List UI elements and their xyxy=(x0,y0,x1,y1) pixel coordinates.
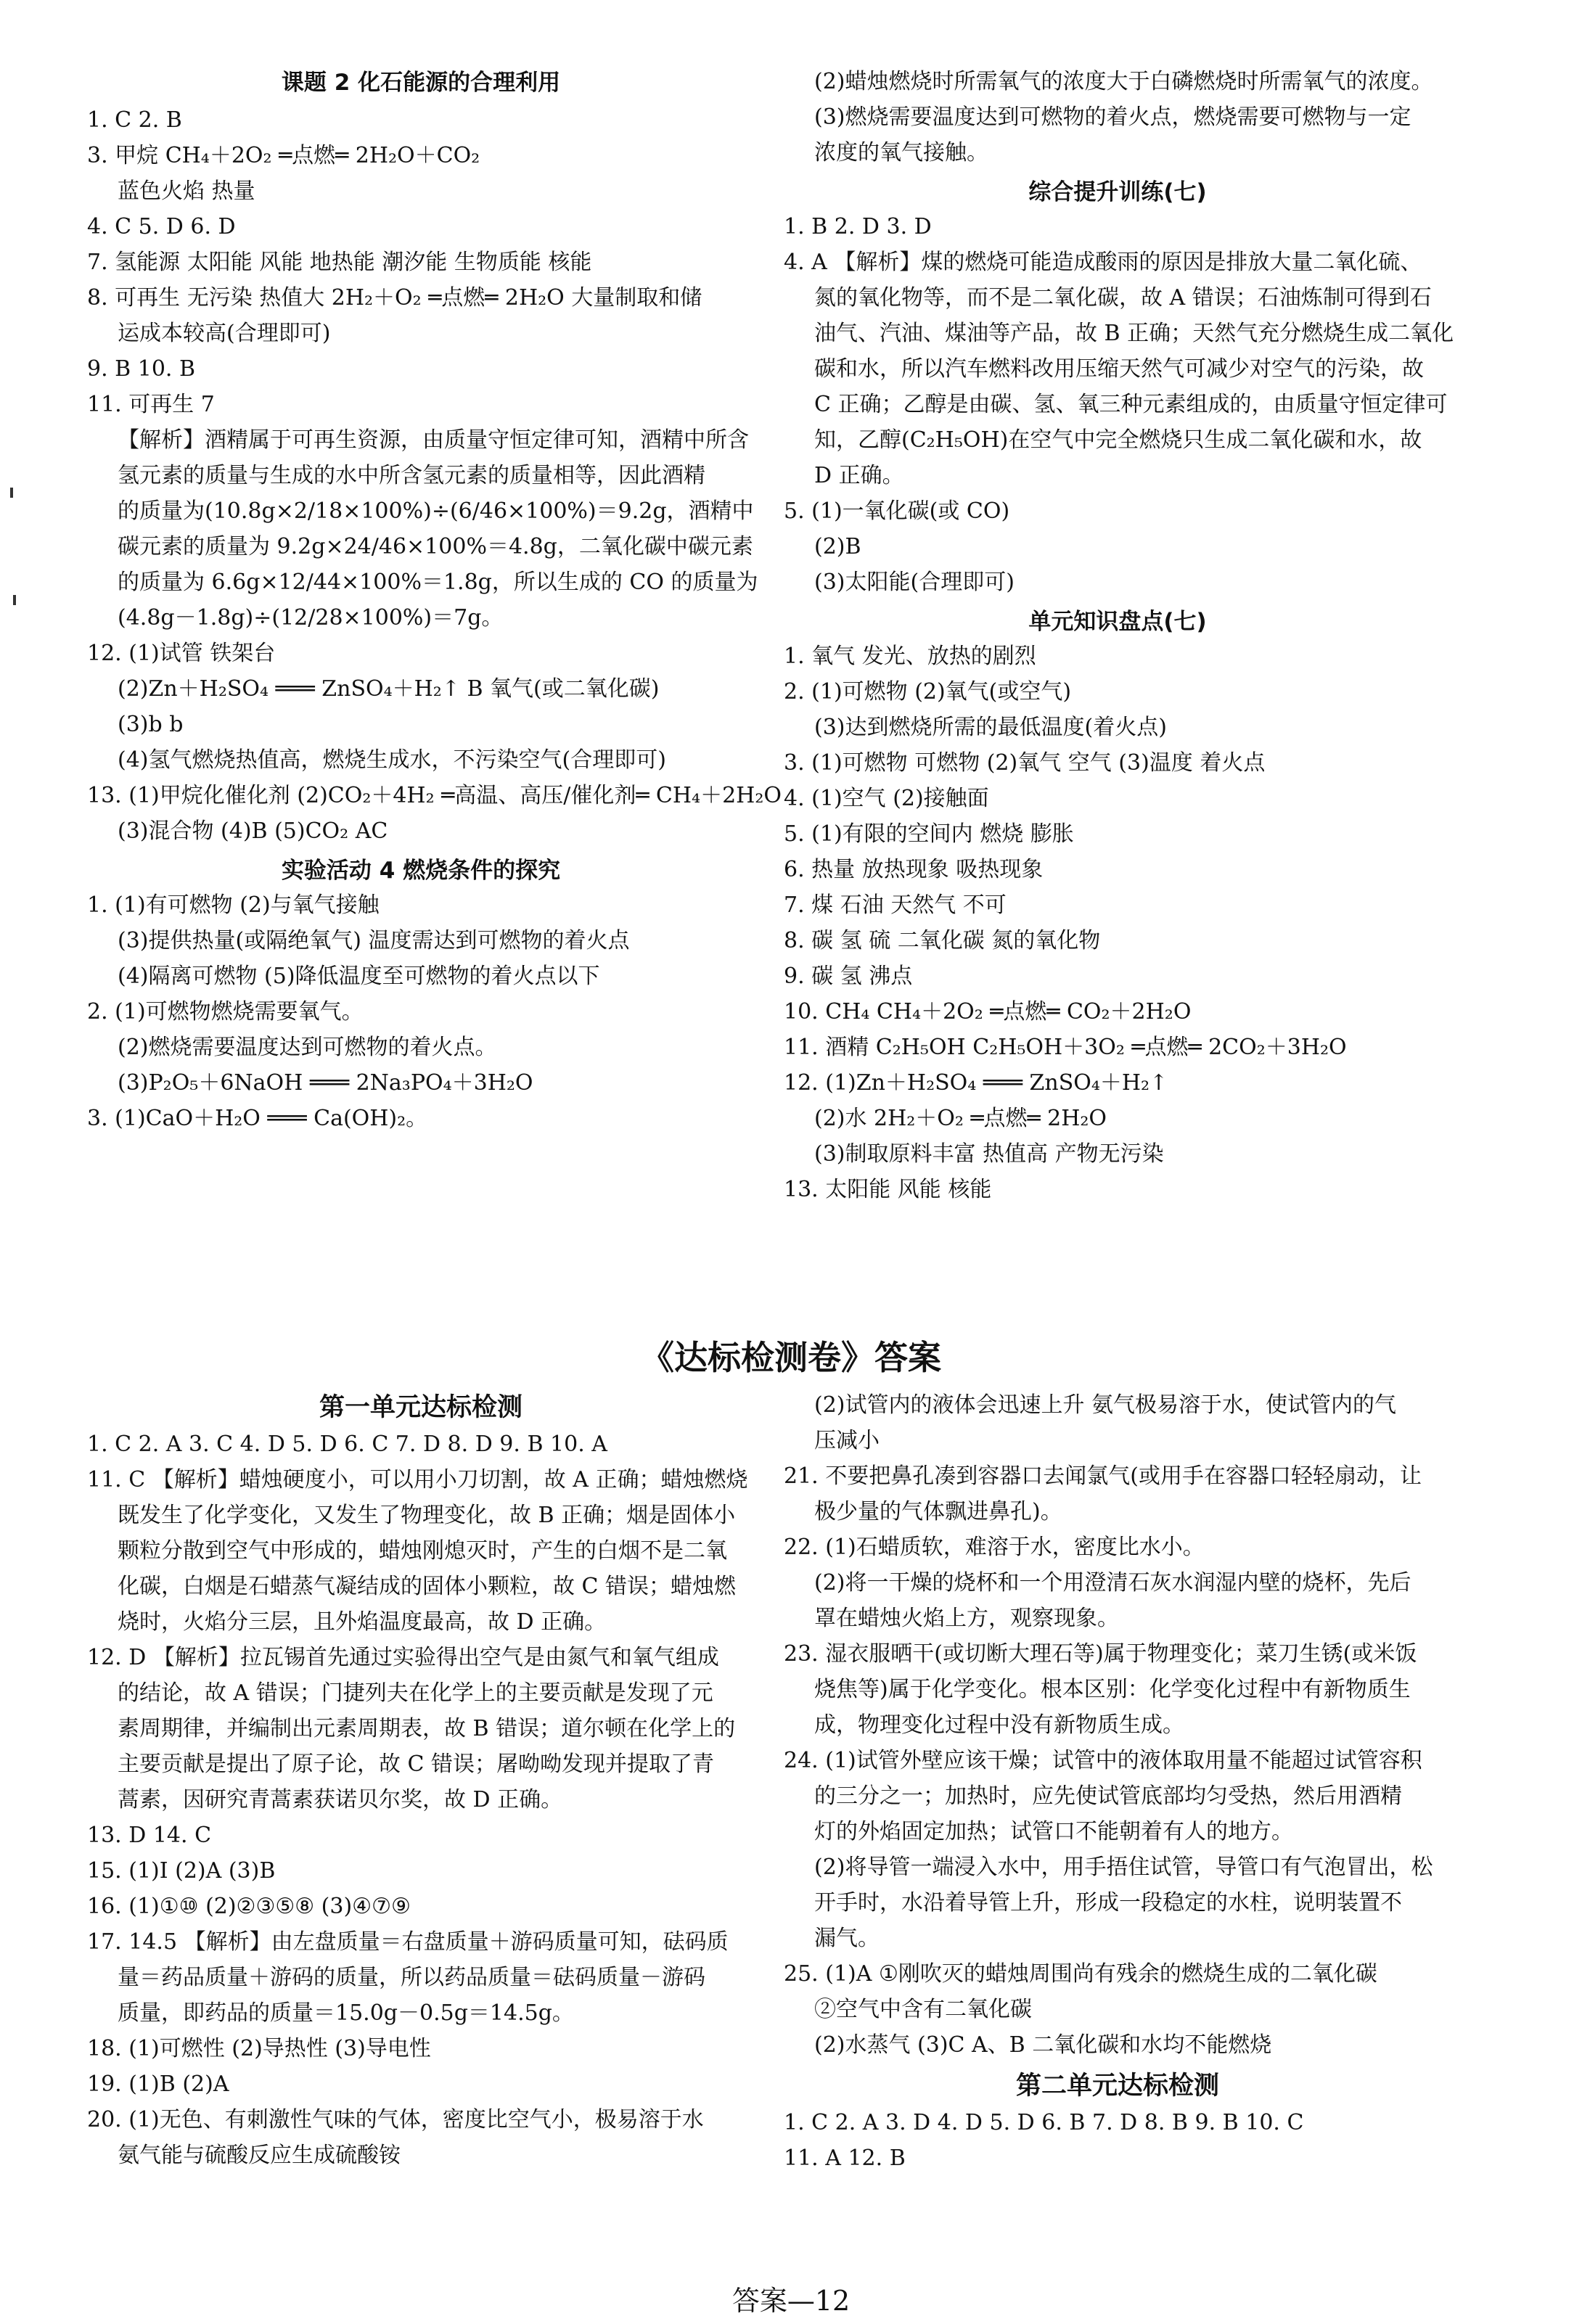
answer-line: 1. C 2. A 3. D 4. D 5. D 6. B 7. D 8. B 9. B 10. C xyxy=(784,2110,1304,2135)
answer-line: (2)燃烧需要温度达到可燃物的着火点。 xyxy=(118,1035,497,1060)
answer-line: 1. C 2. B xyxy=(87,107,182,133)
answer-line: 4. (1)空气 (2)接触面 xyxy=(784,786,989,811)
left-bottom-column xyxy=(87,1387,755,2173)
answer-line: 22. (1)石蜡质软，难溶于水，密度比水小。 xyxy=(784,1535,1205,1560)
answer-line: 8. 可再生 无污染 热值大 2H₂＋O₂ ═点燃═ 2H₂O 大量制取和储 xyxy=(87,285,702,311)
answer-line: 极少量的气体飘进鼻孔)。 xyxy=(814,1499,1062,1524)
answer-line: 烧时，火焰分三层，且外焰温度最高，故 D 正确。 xyxy=(118,1609,607,1635)
answer-line: (3)b b xyxy=(118,712,184,737)
answer-line: 素周期律，并编制出元素周期表，故 B 错误；道尔顿在化学上的 xyxy=(118,1716,736,1741)
answer-line: 1. (1)有可燃物 (2)与氧气接触 xyxy=(87,892,380,918)
answer-line: 蓝色火焰 热量 xyxy=(118,178,255,204)
answer-line: 成，物理变化过程中没有新物质生成。 xyxy=(814,1712,1184,1738)
answer-line: 既发生了化学变化，又发生了物理变化，故 B 正确；烟是固体小 xyxy=(118,1503,736,1528)
answer-line: 主要贡献是提出了原子论，故 C 错误；屠呦呦发现并提取了青 xyxy=(118,1752,715,1777)
margin-mark xyxy=(10,488,13,498)
answer-line: 1. B 2. D 3. D xyxy=(784,214,932,239)
answer-line: 颗粒分散到空气中形成的，蜡烛刚熄灭时，产生的白烟不是二氧 xyxy=(118,1538,727,1564)
answer-line: 19. (1)B (2)A xyxy=(87,2072,229,2097)
answer-line: (3)制取原料丰富 热值高 产物无污染 xyxy=(814,1141,1164,1167)
answer-line: (3)燃烧需要温度达到可燃物的着火点，燃烧需要可燃物与一定 xyxy=(814,104,1411,130)
answer-line: 10. CH₄ CH₄＋2O₂ ═点燃═ CO₂＋2H₂O xyxy=(784,999,1192,1025)
answer-line: 16. (1)①⑩ (2)②③⑤⑧ (3)④⑦⑨ xyxy=(87,1894,411,1919)
answer-line: 蒿素，因研究青蒿素获诺贝尔奖，故 D 正确。 xyxy=(118,1787,563,1812)
answer-line: 12. (1)试管 铁架台 xyxy=(87,641,276,666)
answer-line: 21. 不要把鼻孔凑到容器口去闻氯气(或用手在容器口轻轻扇动，让 xyxy=(784,1463,1422,1489)
section-title: 实验活动 4 燃烧条件的探究 xyxy=(281,858,561,884)
answer-line: 油气、汽油、煤油等产品，故 B 正确；天然气充分燃烧生成二氧化 xyxy=(814,321,1454,346)
answer-line: 质量，即药品的质量＝15.0g－0.5g＝14.5g。 xyxy=(118,2000,574,2026)
answer-line: 知，乙醇(C₂H₅OH)在空气中完全燃烧只生成二氧化碳和水，故 xyxy=(814,427,1422,453)
answer-line: 碳元素的质量为 9.2g×24/46×100%＝4.8g，二氧化碳中碳元素 xyxy=(118,534,753,559)
answer-line: 的结论，故 A 错误；门捷列夫在化学上的主要贡献是发现了元 xyxy=(118,1680,713,1706)
answer-line: 氮的氧化物等，而不是二氧化碳，故 A 错误；石油炼制可得到石 xyxy=(814,285,1432,311)
section-title: 综合提升训练(七) xyxy=(1028,179,1207,205)
answer-line: (3)提供热量(或隔绝氧气) 温度需达到可燃物的着火点 xyxy=(118,928,630,953)
answer-line: (2)Zn＋H₂SO₄ ═══ ZnSO₄＋H₂↑ B 氧气(或二氧化碳) xyxy=(118,676,660,702)
answer-line: 12. (1)Zn＋H₂SO₄ ═══ ZnSO₄＋H₂↑ xyxy=(784,1070,1168,1096)
answer-line: 氢元素的质量与生成的水中所含氢元素的质量相等，因此酒精 xyxy=(118,463,705,488)
answer-line: 9. B 10. B xyxy=(87,356,196,382)
answer-line: 化碳，白烟是石蜡蒸气凝结成的固体小颗粒，故 C 错误；蜡烛燃 xyxy=(118,1574,737,1599)
answer-line: C 正确；乙醇是由碳、氢、氧三种元素组成的，由质量守恒定律可 xyxy=(814,392,1448,417)
answer-line: (4.8g－1.8g)÷(12/28×100%)＝7g。 xyxy=(118,605,504,631)
answer-line: (2)蜡烛燃烧时所需氧气的浓度大于白磷燃烧时所需氧气的浓度。 xyxy=(814,69,1433,94)
answer-line: 13. D 14. C xyxy=(87,1823,212,1848)
answer-line: 7. 氢能源 太阳能 风能 地热能 潮汐能 生物质能 核能 xyxy=(87,250,592,275)
answer-line: 15. (1)I (2)A (3)B xyxy=(87,1858,276,1884)
answer-line: (2)将导管一端浸入水中，用手捂住试管，导管口有气泡冒出，松 xyxy=(814,1855,1433,1880)
answer-list xyxy=(784,64,1451,171)
answer-list xyxy=(784,209,1454,600)
answer-line: (3)达到燃烧所需的最低温度(着火点) xyxy=(814,715,1167,740)
answer-line: 5. (1)一氧化碳(或 CO) xyxy=(784,498,1010,524)
answer-line: 烧焦等)属于化学变化。根本区别：化学变化过程中有新物质生 xyxy=(814,1677,1411,1702)
answer-line: 1. 氧气 发光、放热的剧烈 xyxy=(784,644,1036,669)
page-heading: 《达标检测卷》答案 xyxy=(641,1338,941,1377)
answer-line: 5. (1)有限的空间内 燃烧 膨胀 xyxy=(784,821,1074,847)
right-top-column xyxy=(784,64,1454,1207)
answer-line: (3)混合物 (4)B (5)CO₂ AC xyxy=(118,818,388,844)
answer-line: (3)太阳能(合理即可) xyxy=(814,570,1015,595)
answer-line: (4)隔离可燃物 (5)降低温度至可燃物的着火点以下 xyxy=(118,964,600,989)
margin-mark xyxy=(13,595,16,605)
answer-line: 漏气。 xyxy=(814,1926,880,1951)
answer-line: (4)氢气燃烧热值高，燃烧生成水，不污染空气(合理即可) xyxy=(118,747,666,773)
answer-line: (2)水蒸气 (3)C A、B 二氧化碳和水均不能燃烧 xyxy=(814,2032,1272,2058)
answer-list xyxy=(784,2105,1451,2176)
answer-line: 3. (1)可燃物 可燃物 (2)氧气 空气 (3)温度 着火点 xyxy=(784,750,1266,776)
answer-line: 浓度的氧气接触。 xyxy=(814,140,988,165)
section-title: 单元知识盘点(七) xyxy=(1028,609,1207,635)
answer-line: (2)将一干燥的烧杯和一个用澄清石灰水润湿内壁的烧杯，先后 xyxy=(814,1570,1411,1596)
answer-line: 灯的外焰固定加热；试管口不能朝着有人的地方。 xyxy=(814,1819,1293,1844)
answer-line: 3. 甲烷 CH₄＋2O₂ ═点燃═ 2H₂O＋CO₂ xyxy=(87,143,480,168)
answer-line: 17. 14.5 【解析】由左盘质量＝右盘质量＋游码质量可知，砝码质 xyxy=(87,1929,729,1955)
answer-line: 4. A 【解析】煤的燃烧可能造成酸雨的原因是排放大量二氧化硫、 xyxy=(784,250,1422,275)
answer-line: 【解析】酒精属于可再生资源，由质量守恒定律可知，酒精中所含 xyxy=(118,427,749,453)
answer-line: 12. D 【解析】拉瓦锡首先通过实验得出空气是由氮气和氧气组成 xyxy=(87,1645,719,1670)
answer-line: 9. 碳 氢 沸点 xyxy=(784,964,913,989)
answer-list xyxy=(87,1426,755,2173)
answer-line: 罩在蜡烛火焰上方，观察现象。 xyxy=(814,1606,1119,1631)
answer-line: 2. (1)可燃物燃烧需要氧气。 xyxy=(87,999,364,1025)
answer-line: 13. 太阳能 风能 核能 xyxy=(784,1177,992,1202)
answer-list xyxy=(784,639,1451,1207)
answer-line: 11. C 【解析】蜡烛硬度小，可以用小刀切割，故 A 正确；蜡烛燃烧 xyxy=(87,1467,748,1492)
answer-line: 11. 可再生 7 xyxy=(87,392,215,417)
answer-line: 开手时，水沿着导管上升，形成一段稳定的水柱，说明装置不 xyxy=(814,1890,1402,1916)
answer-line: (2)B xyxy=(814,534,861,559)
answer-list xyxy=(87,887,755,1136)
answer-line: 4. C 5. D 6. D xyxy=(87,214,236,239)
answer-line: 20. (1)无色、有刺激性气味的气体，密度比空气小，极易溶于水 xyxy=(87,2107,704,2132)
answer-line: 13. (1)甲烷化催化剂 (2)CO₂＋4H₂ ═高温、高压/催化剂═ CH₄＋2H₂O xyxy=(87,783,782,808)
answer-line: 的三分之一；加热时，应先使试管底部均匀受热，然后用酒精 xyxy=(814,1783,1402,1809)
answer-line: (3)P₂O₅＋6NaOH ═══ 2Na₃PO₄＋3H₂O xyxy=(118,1070,533,1096)
answer-line: 2. (1)可燃物 (2)氧气(或空气) xyxy=(784,679,1072,705)
answer-list xyxy=(784,1387,1451,2063)
answer-line: 1. C 2. A 3. C 4. D 5. D 6. C 7. D 8. D 9. B 10. A xyxy=(87,1432,607,1457)
answer-line: (2)试管内的液体会迅速上升 氨气极易溶于水，使试管内的气 xyxy=(814,1392,1397,1418)
section-title: 第一单元达标检测 xyxy=(319,1393,522,1422)
answer-line: 8. 碳 氢 硫 二氧化碳 氮的氧化物 xyxy=(784,928,1101,953)
section-title: 课题 2 化石能源的合理利用 xyxy=(281,70,561,96)
answer-line: 氨气能与硫酸反应生成硫酸铵 xyxy=(118,2143,401,2168)
answer-line: 的质量为(10.8g×2/18×100%)÷(6/46×100%)＝9.2g，酒精中 xyxy=(118,498,754,524)
page-number: 答案—12 xyxy=(731,2285,851,2317)
answer-line: 量＝药品质量＋游码的质量，所以药品质量＝砝码质量－游码 xyxy=(118,1965,705,1990)
answer-line: 11. A 12. B xyxy=(784,2146,906,2171)
answer-line: 运成本较高(合理即可) xyxy=(118,321,331,346)
answer-line: D 正确。 xyxy=(814,463,904,488)
answer-line: 25. (1)A ①刚吹灭的蜡烛周围尚有残余的燃烧生成的二氧化碳 xyxy=(784,1961,1377,1987)
answer-line: 11. 酒精 C₂H₅OH C₂H₅OH＋3O₂ ═点燃═ 2CO₂＋3H₂O xyxy=(784,1035,1347,1060)
answer-line: ②空气中含有二氧化碳 xyxy=(814,1997,1032,2022)
answer-line: 的质量为 6.6g×12/44×100%＝1.8g，所以生成的 CO 的质量为 xyxy=(118,570,758,595)
answer-line: 18. (1)可燃性 (2)导热性 (3)导电性 xyxy=(87,2036,431,2061)
answer-line: 3. (1)CaO＋H₂O ═══ Ca(OH)₂。 xyxy=(87,1106,428,1131)
answer-line: 7. 煤 石油 天然气 不可 xyxy=(784,892,1007,918)
answer-line: 24. (1)试管外壁应该干燥；试管中的液体取用量不能超过试管容积 xyxy=(784,1748,1422,1773)
right-bottom-column xyxy=(784,1387,1451,2176)
answer-line: (2)水 2H₂＋O₂ ═点燃═ 2H₂O xyxy=(814,1106,1107,1131)
answer-line: 压减小 xyxy=(814,1428,880,1453)
answer-line: 碳和水，所以汽车燃料改用压缩天然气可减少对空气的污染，故 xyxy=(814,356,1424,382)
answer-list xyxy=(87,102,782,849)
answer-line: 23. 湿衣服晒干(或切断大理石等)属于物理变化；菜刀生锈(或米饭 xyxy=(784,1641,1417,1667)
left-top-column xyxy=(87,64,782,1136)
answer-line: 6. 热量 放热现象 吸热现象 xyxy=(784,857,1044,882)
section-title: 第二单元达标检测 xyxy=(1015,2072,1219,2101)
